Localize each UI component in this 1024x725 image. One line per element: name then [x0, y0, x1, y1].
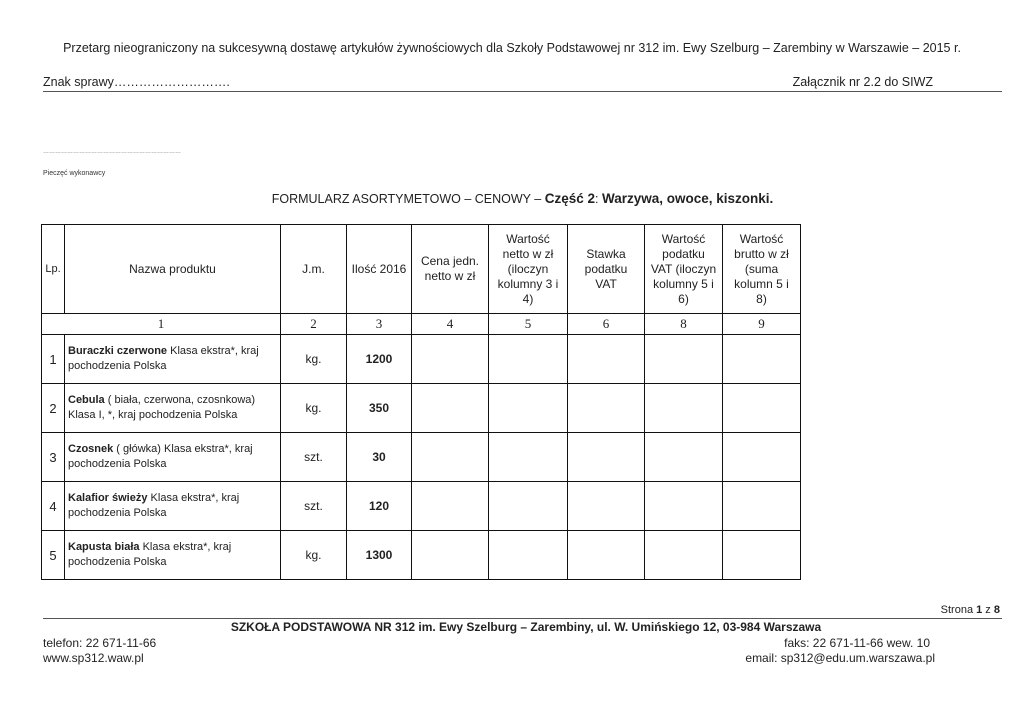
- header-divider: [43, 91, 1002, 92]
- gross-value-cell[interactable]: [723, 384, 801, 433]
- form-title-colon: :: [595, 192, 602, 206]
- stamp-dotted-line: ……………………………………………………………: [43, 149, 181, 155]
- product-unit: szt.: [281, 433, 347, 482]
- column-number: 8: [645, 314, 723, 335]
- vat-value-cell[interactable]: [645, 482, 723, 531]
- attachment-label: Załącznik nr 2.2 do SIWZ: [792, 75, 933, 89]
- product-unit: szt.: [281, 482, 347, 531]
- column-number: 1: [42, 314, 281, 335]
- form-title-prefix: FORMULARZ ASORTYMETOWO – CENOWY –: [271, 192, 545, 206]
- page-number: [941, 604, 1000, 616]
- table-row: [42, 433, 801, 482]
- product-name-bold: Kalafior świeży: [68, 492, 148, 504]
- gross-value-cell[interactable]: [723, 531, 801, 580]
- form-title-part: Część 2: [544, 191, 595, 206]
- unit-price-cell[interactable]: [412, 482, 489, 531]
- product-unit: kg.: [281, 335, 347, 384]
- unit-price-cell[interactable]: [412, 384, 489, 433]
- column-number: 3: [347, 314, 412, 335]
- net-value-cell[interactable]: [489, 384, 568, 433]
- column-number: 5: [489, 314, 568, 335]
- vat-rate-cell[interactable]: [568, 531, 645, 580]
- product-name-detail: ( biała, czerwona, czosnkowa) Klasa I, *, kraj pochodzenia Polska: [68, 394, 256, 421]
- product-quantity: 1300: [347, 531, 412, 580]
- vat-rate-cell[interactable]: [568, 482, 645, 531]
- product-name-bold: Kapusta biała: [68, 541, 140, 553]
- phone-number: telefon: 22 671-11-66: [43, 636, 157, 650]
- unit-price-cell[interactable]: [412, 531, 489, 580]
- product-quantity: 120: [347, 482, 412, 531]
- net-value-cell[interactable]: [489, 433, 568, 482]
- vat-rate-cell[interactable]: [568, 335, 645, 384]
- header-quantity: Ilość 2016: [347, 225, 412, 314]
- row-lp: 3: [42, 433, 65, 482]
- page-of: z: [982, 604, 994, 616]
- row-lp: 1: [42, 335, 65, 384]
- gross-value-cell[interactable]: [723, 335, 801, 384]
- header-unit-price: Cena jedn. netto w zł: [412, 225, 489, 314]
- table-row: [42, 531, 801, 580]
- contractor-stamp-label: Pieczęć wykonawcy: [43, 170, 106, 177]
- gross-value-cell[interactable]: [723, 433, 801, 482]
- table-header-row: [42, 225, 801, 314]
- fax-number: faks: 22 671-11-66 wew. 10: [784, 636, 930, 650]
- vat-value-cell[interactable]: [645, 384, 723, 433]
- product-name: [65, 335, 281, 384]
- net-value-cell[interactable]: [489, 335, 568, 384]
- product-quantity: 30: [347, 433, 412, 482]
- page-prefix: Strona: [940, 604, 977, 616]
- website: www.sp312.waw.pl: [43, 651, 144, 665]
- product-name-bold: Buraczki czerwone: [68, 345, 168, 357]
- vat-value-cell[interactable]: [645, 433, 723, 482]
- product-name-detail: Klasa ekstra*, kraj pochodzenia Polska: [68, 541, 232, 568]
- vat-value-cell[interactable]: [645, 335, 723, 384]
- price-form-table: [41, 224, 801, 580]
- unit-price-cell[interactable]: [412, 433, 489, 482]
- school-address: SZKOŁA PODSTAWOWA NR 312 im. Ewy Szelburg – Zarembiny, ul. W. Umińskiego 12, 03-984 Warszawa: [230, 620, 822, 634]
- vat-rate-cell[interactable]: [568, 384, 645, 433]
- product-quantity: 350: [347, 384, 412, 433]
- footer-divider: [43, 618, 1002, 619]
- table-row: [42, 482, 801, 531]
- form-title-subject: Warzywa, owoce, kiszonki.: [601, 191, 774, 206]
- vat-rate-cell[interactable]: [568, 433, 645, 482]
- gross-value-cell[interactable]: [723, 482, 801, 531]
- product-name-detail: Klasa ekstra*, kraj pochodzenia Polska: [68, 492, 240, 519]
- form-title: [0, 191, 1024, 206]
- column-number: 9: [723, 314, 801, 335]
- row-lp: 5: [42, 531, 65, 580]
- product-quantity: 1200: [347, 335, 412, 384]
- unit-price-cell[interactable]: [412, 335, 489, 384]
- table-row: [42, 384, 801, 433]
- column-number-row: [42, 314, 801, 335]
- net-value-cell[interactable]: [489, 482, 568, 531]
- product-name-detail: Klasa ekstra*, kraj pochodzenia Polska: [68, 345, 259, 372]
- column-number: 4: [412, 314, 489, 335]
- net-value-cell[interactable]: [489, 531, 568, 580]
- product-name-detail: ( główka) Klasa ekstra*, kraj pochodzenia Polska: [68, 443, 253, 470]
- column-number: 6: [568, 314, 645, 335]
- email-address: email: sp312@edu.um.warszawa.pl: [745, 651, 935, 665]
- column-number: 2: [281, 314, 347, 335]
- product-unit: kg.: [281, 384, 347, 433]
- header-lp: Lp.: [42, 225, 65, 314]
- header-vat-value: Wartość podatku VAT (iloczyn kolumny 5 i 6): [645, 225, 723, 314]
- table-row: [42, 335, 801, 384]
- product-name: [65, 433, 281, 482]
- header-net-value: Wartość netto w zł (iloczyn kolumny 3 i 4): [489, 225, 568, 314]
- product-name-bold: Cebula: [68, 394, 105, 406]
- page-current: 1: [976, 604, 983, 616]
- header-product-name: Nazwa produktu: [65, 225, 281, 314]
- case-number: Znak sprawy……………………….: [43, 75, 230, 89]
- header-unit: J.m.: [281, 225, 347, 314]
- product-name: [65, 384, 281, 433]
- row-lp: 2: [42, 384, 65, 433]
- tender-title: Przetarg nieograniczony na sukcesywną dostawę artykułów żywnościowych dla Szkoły Podstawowej nr 312 im. Ewy Szelburg – Zarembiny w Warszawie – 2015 r.: [63, 41, 961, 55]
- row-lp: 4: [42, 482, 65, 531]
- product-unit: kg.: [281, 531, 347, 580]
- product-name: [65, 531, 281, 580]
- product-name: [65, 482, 281, 531]
- vat-value-cell[interactable]: [645, 531, 723, 580]
- product-name-bold: Czosnek: [68, 443, 114, 455]
- header-vat-rate: Stawka podatku VAT: [568, 225, 645, 314]
- page-total: 8: [993, 604, 1000, 616]
- header-gross-value: Wartość brutto w zł (suma kolumn 5 i 8): [723, 225, 801, 314]
